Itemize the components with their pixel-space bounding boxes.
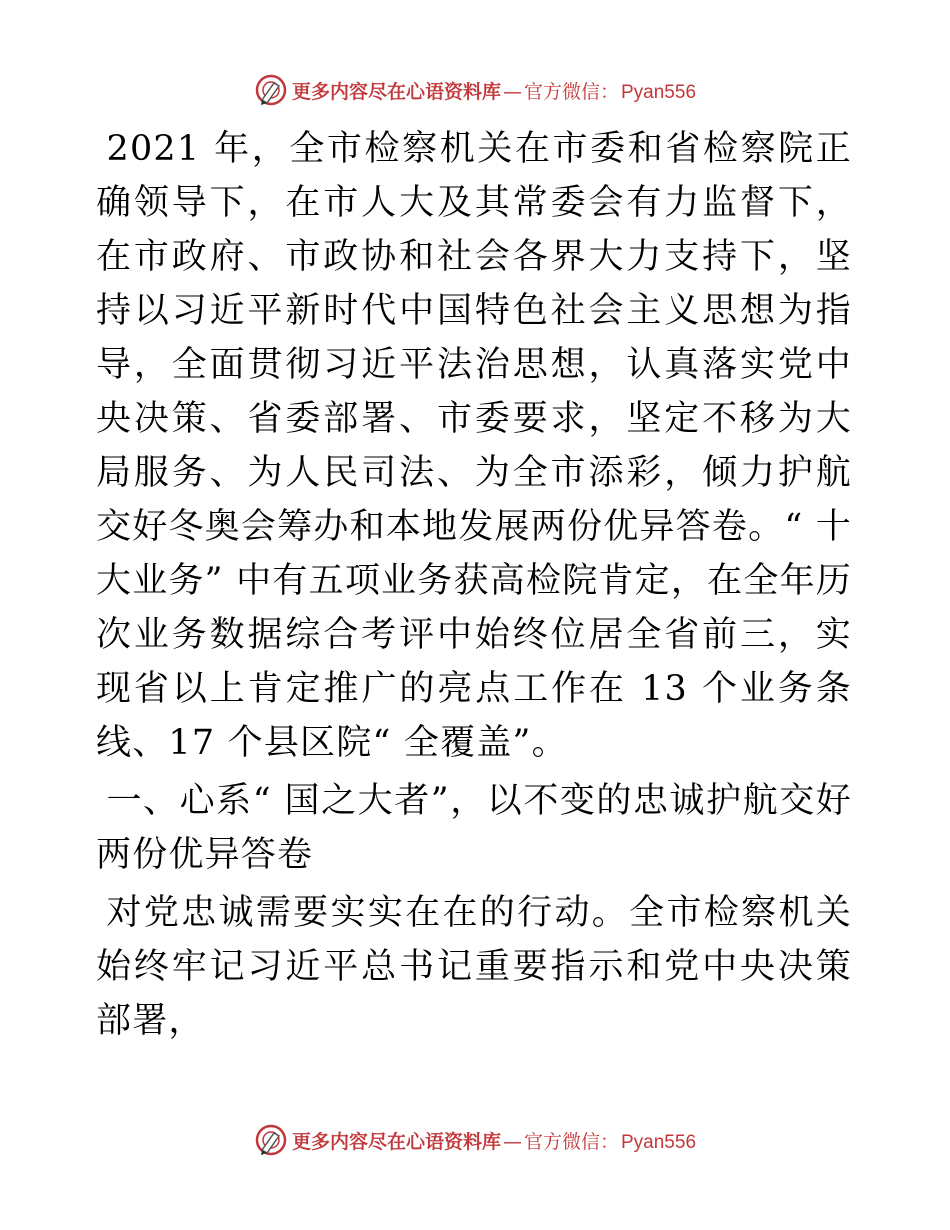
paragraph-section-1: 对党忠诚需要实实在在的行动。全市检察机关始终牢记习近平总书记重要指示和党中央决策部署， [96,893,852,1041]
watermark-wechat-label: 官方微信： [523,80,619,103]
watermark-wechat-id: Pyan556 [621,1131,697,1153]
watermark-separator: — [502,80,522,103]
watermark-text [292,77,696,104]
watermark-wechat-id: Pyan556 [621,81,697,103]
watermark-wechat-label: 官方微信： [523,1130,619,1153]
header-watermark [0,70,950,110]
footer-watermark [0,1120,950,1160]
watermark-text [292,1127,696,1154]
watermark-separator: — [502,1130,522,1153]
watermark-site-name: 更多内容尽在心语资料库 [291,80,501,103]
watermark-site-name: 更多内容尽在心语资料库 [291,1130,501,1153]
section-heading-1: 一、心系“ 国之大者”，以不变的忠诚护航交好两份优异答卷 [96,781,852,875]
document-body [96,122,852,1048]
paragraph-intro: 2021 年，全市检察机关在市委和省检察院正确领导下，在市人大及其常委会有力监督下，在市政府、市政协和社会各界大力支持下，坚持以习近平新时代中国特色社会主义思想为指导，全面贯彻习近平法治思想，认真落实党中央决策、省委部署、市委要求，坚定不移为大局服务、为人民司法、为全市添彩，倾力护航交好冬奥会筹办和本地发展两份优异答卷。“ 十大业务” 中有五项业务获高检院肯定，在全年历次业务数据综合考评中始终位居全省前三，实现省以上肯定推广的亮点工作在 13 个业务条线、17 个县区院“ 全覆盖”。 [96,129,852,763]
pen-logo-icon [254,1123,288,1157]
pen-logo-icon [254,73,288,107]
